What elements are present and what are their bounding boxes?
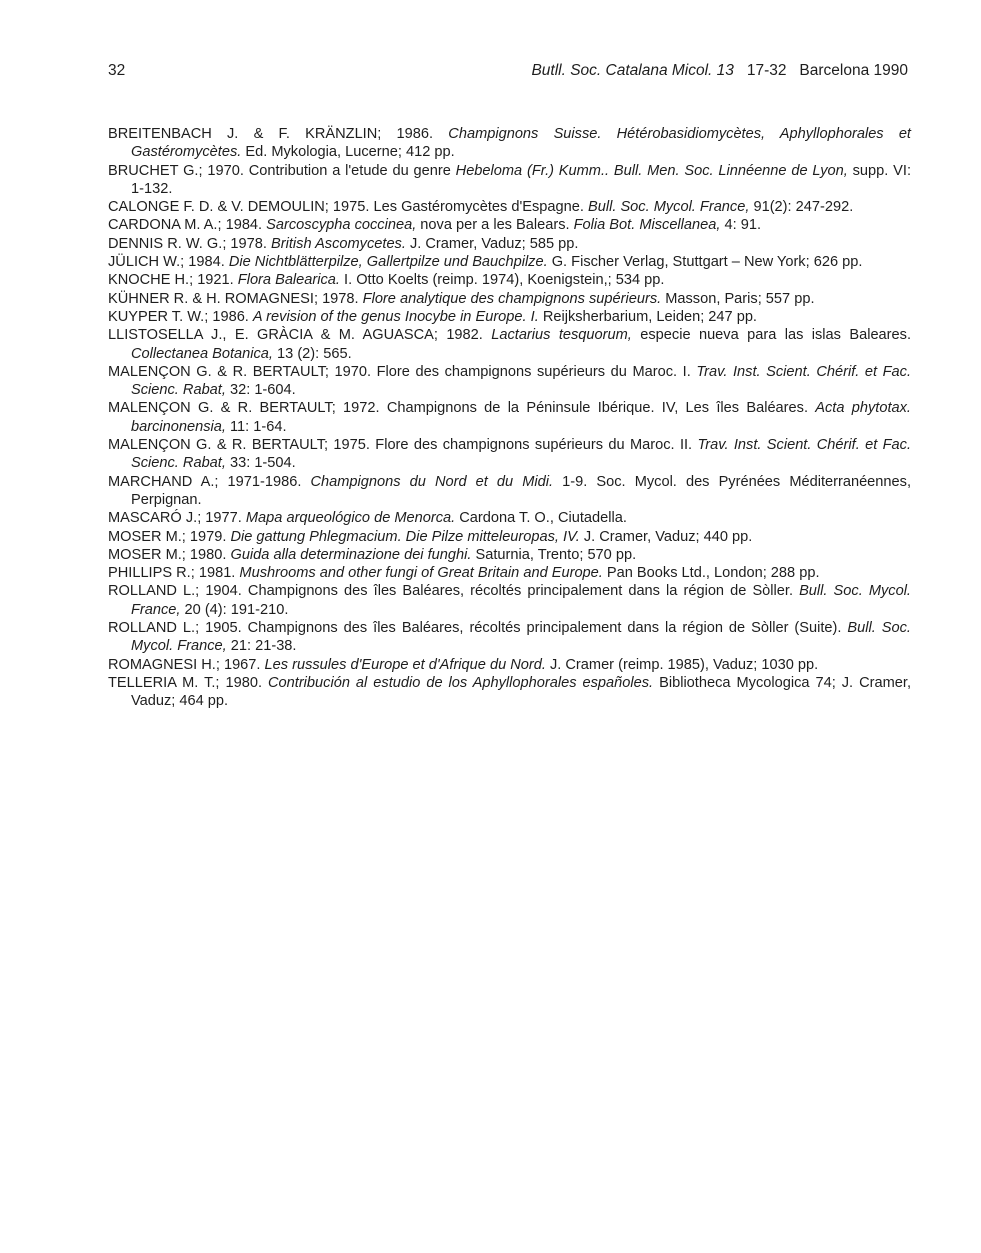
reference-title: Folia Bot. Miscellanea, [573, 217, 721, 234]
reference-text: 4: 91. [720, 217, 762, 234]
reference-text: 33: 1-504. [225, 455, 296, 472]
reference-entry [108, 564, 911, 582]
reference-text: JÜLICH W.; 1984. [108, 254, 229, 271]
reference-title: Hebeloma (Fr.) Kumm.. Bull. Men. Soc. Linnéenne de Lyon, [455, 162, 848, 179]
reference-title: Bull. Soc. Mycol. France, [588, 199, 750, 216]
reference-text: MASCARÓ J.; 1977. [108, 510, 246, 527]
reference-text: DENNIS R. W. G.; 1978. [108, 235, 272, 252]
reference-title: Acta phytotax. barcinonensia, [131, 400, 911, 435]
reference-title: Bull. Soc. Mycol. France, [131, 583, 911, 618]
reference-entry [108, 198, 911, 216]
reference-text: 13 (2): 565. [272, 345, 352, 362]
reference-title: Les russules d'Europe et d'Afrique du Nord. [264, 656, 546, 673]
reference-text: G. Fischer Verlag, Stuttgart – New York; 626 pp. [547, 254, 863, 271]
reference-text: MALENÇON G. & R. BERTAULT; 1972. Champignons de la Péninsule Ibérique. IV, Les îles Baléares. [108, 400, 816, 417]
reference-title: Flore analytique des champignons supérieurs. [362, 290, 662, 307]
reference-title: Trav. Inst. Scient. Chérif. et Fac. Scienc. Rabat, [131, 437, 912, 472]
reference-entry [108, 162, 911, 199]
reference-text: BREITENBACH J. & F. KRÄNZLIN; 1986. [108, 126, 449, 142]
reference-text: KNOCHE H.; 1921. [108, 272, 238, 289]
reference-text: 32: 1-604. [225, 382, 296, 399]
reference-text: 11: 1-64. [225, 418, 287, 435]
reference-entry [108, 125, 911, 162]
reference-title: Die gattung Phlegmacium. Die Pilze mitteleuropas, IV. [230, 528, 580, 545]
reference-title: British Ascomycetes. [271, 235, 406, 252]
reference-text: Saturnia, Trento; 570 pp. [471, 546, 637, 563]
journal-place-year: Barcelona 1990 [799, 62, 908, 79]
reference-text: Cardona T. O., Ciutadella. [455, 510, 627, 527]
reference-entry [108, 308, 911, 326]
reference-text: CALONGE F. D. & V. DEMOULIN; 1975. Les Gastéromycètes d'Espagne. [108, 199, 588, 216]
reference-entry [108, 656, 911, 674]
reference-text: PHILLIPS R.; 1981. [108, 565, 240, 582]
reference-text: Reijksherbarium, Leiden; 247 pp. [538, 308, 757, 325]
reference-text: Bibliotheca Mycologica 74; J. Cramer, Vaduz; 464 pp. [131, 674, 912, 710]
reference-text: KÜHNER R. & H. ROMAGNESI; 1978. [108, 290, 363, 307]
reference-text: 20 (4): 191-210. [180, 601, 289, 618]
reference-title: A revision of the genus Inocybe in Europe. I. [252, 308, 539, 325]
reference-text: J. Cramer (reimp. 1985), Vaduz; 1030 pp. [545, 656, 819, 673]
reference-text: 91(2): 247-292. [749, 199, 854, 216]
reference-text: J. Cramer, Vaduz; 440 pp. [579, 528, 753, 545]
reference-title: Die Nichtblätterpilze, Gallertpilze und Bauchpilze. [228, 254, 548, 271]
reference-list [108, 125, 911, 711]
reference-text: 21: 21-38. [226, 638, 297, 655]
reference-text: especie nueva para las islas Baleares. [631, 327, 912, 344]
page-header [108, 62, 908, 82]
reference-title: Contribución al estudio de los Aphyllophorales españoles. [268, 674, 654, 691]
reference-text: BRUCHET G.; 1970. Contribution a l'etude du genre [108, 162, 456, 179]
reference-entry [108, 436, 911, 473]
reference-entry [108, 473, 911, 510]
reference-text: MARCHAND A.; 1971-1986. [108, 473, 311, 490]
reference-text: MALENÇON G. & R. BERTAULT; 1975. Flore des champignons supérieurs du Maroc. II. [108, 437, 698, 454]
reference-title: Trav. Inst. Scient. Chérif. et Fac. Scienc. Rabat, [131, 363, 912, 399]
reference-entry [108, 290, 911, 308]
reference-text: supp. VI: 1-132. [131, 162, 911, 197]
reference-title: Sarcoscypha coccinea, [266, 217, 417, 234]
reference-title: Mushrooms and other fungi of Great Britain and Europe. [239, 565, 603, 582]
reference-entry [108, 363, 911, 400]
reference-text: MALENÇON G. & R. BERTAULT; 1970. Flore des champignons supérieurs du Maroc. I. [108, 363, 697, 380]
reference-text: Masson, Paris; 557 pp. [661, 290, 815, 307]
reference-text: ROLLAND L.; 1905. Champignons des îles Baléares, récoltés principalement dans la région de Sòller (Suite). [108, 620, 848, 637]
reference-entry [108, 582, 911, 619]
reference-text: CARDONA M. A.; 1984. [108, 217, 267, 234]
reference-entry [108, 235, 911, 253]
reference-entry [108, 399, 911, 436]
reference-title: Champignons Suisse. Hétérobasidiomycètes, Aphyllophorales et Gastéromycètes. [131, 126, 911, 161]
reference-title: Lactarius tesquorum, [491, 327, 632, 344]
reference-entry [108, 253, 911, 271]
running-head [531, 62, 908, 80]
reference-text: LLISTOSELLA J., E. GRÀCIA & M. AGUASCA; 1982. [108, 327, 492, 344]
reference-text: ROLLAND L.; 1904. Champignons des îles Baléares, récoltés principalement dans la région de Sòller. [108, 583, 800, 600]
reference-text: MOSER M.; 1979. [108, 528, 231, 545]
reference-text: KUYPER T. W.; 1986. [108, 308, 253, 325]
reference-text: nova per a les Balears. [416, 217, 574, 234]
journal-pages: 17-32 [746, 62, 787, 79]
reference-entry [108, 216, 911, 234]
reference-text: J. Cramer, Vaduz; 585 pp. [405, 235, 579, 252]
reference-title: Collectanea Botanica, [131, 345, 273, 362]
reference-text: MOSER M.; 1980. [108, 546, 231, 563]
reference-entry [108, 271, 911, 289]
reference-entry [108, 674, 911, 711]
journal-title: Butll. Soc. Catalana Micol. 13 [531, 62, 734, 79]
reference-title: Bull. Soc. Mycol. France, [131, 620, 911, 655]
reference-title: Guida alla determinazione dei funghi. [230, 546, 472, 563]
page-number: 32 [108, 62, 126, 79]
reference-title: Flora Balearica. [237, 272, 340, 289]
reference-text: TELLERIA M. T.; 1980. [108, 674, 268, 691]
reference-text: 1-9. Soc. Mycol. des Pyrénées Méditerranéennes, Perpignan. [131, 473, 912, 508]
reference-entry [108, 546, 911, 564]
reference-text: ROMAGNESI H.; 1967. [108, 656, 265, 673]
reference-entry [108, 326, 911, 363]
reference-entry [108, 619, 911, 656]
reference-text: Pan Books Ltd., London; 288 pp. [602, 565, 820, 582]
reference-entry [108, 528, 911, 546]
reference-entry [108, 509, 911, 527]
reference-text: Ed. Mykologia, Lucerne; 412 pp. [241, 144, 455, 161]
reference-title: Mapa arqueológico de Menorca. [245, 510, 456, 527]
reference-title: Champignons du Nord et du Midi. [310, 473, 554, 490]
reference-text: I. Otto Koelts (reimp. 1974), Koenigstein,; 534 pp. [339, 272, 665, 289]
